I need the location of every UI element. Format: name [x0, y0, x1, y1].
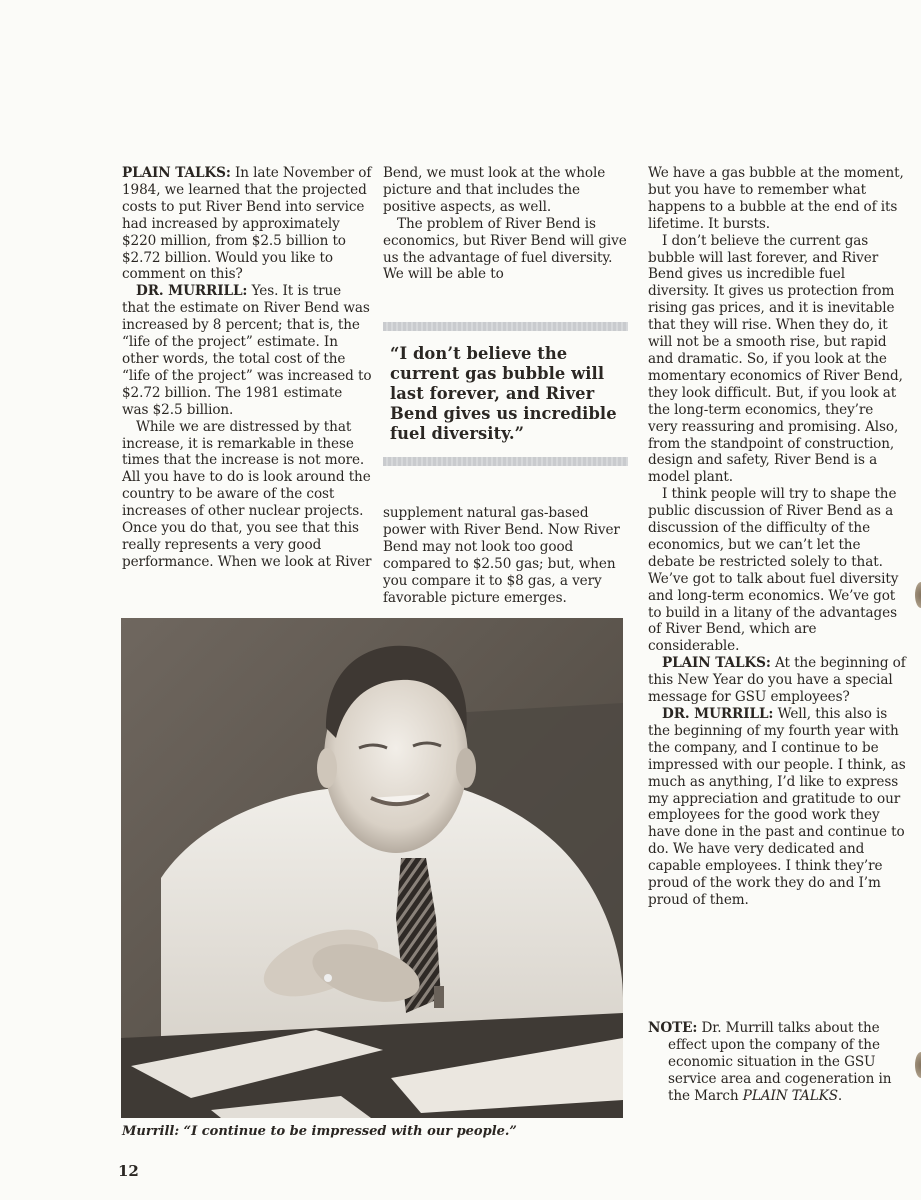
paragraph: DR. MURRILL: Well, this also is the beginning of my fourth year with the company, and I continue to be impressed with our people. I think, as much as anything, I’d like to express my appreciation and gratitude to our employees for the good work they have done in the past and continue to do. We have very dedicated and capable employees. I think they’re proud of the work they do and I’m proud of them. [648, 706, 906, 908]
speaker-label: PLAIN TALKS: [122, 165, 231, 181]
paragraph: I think people will try to shape the public discussion of River Bend as a discussion of the difficulty of the economics, but we can’t let the debate be restricted solely to that. We’ve got to talk about fuel diversity and long-term economics. We’ve got to build in a litany of the advantages of River Bend, which are considerable. [648, 486, 899, 655]
photo-caption: Murrill: “I continue to be impressed with our people.” [122, 1124, 517, 1139]
article-column-3 [648, 165, 906, 909]
pull-quote-text: “I don’t believe the current gas bubble will last forever, and River Bend gives us incredible fuel diversity.” [390, 344, 617, 443]
article-column-1 [122, 165, 372, 571]
paragraph: DR. MURRILL: Yes. It is true that the estimate on River Bend was increased by 8 percent; that is, the “life of the project” estimate. In other words, the total cost of the “life of the project” was increased to $2.72 billion. The 1981 estimate was $2.5 billion. [122, 283, 372, 418]
paragraph: While we are distressed by that increase, it is remarkable in these times that the increase is not more. All you have to do is look around the country to be aware of the cost increases of other nuclear projects. Once you do that, you see that this really represents a very good performance. When we look at River [122, 418, 372, 570]
paragraph: The problem of River Bend is economics, but River Bend will give us the advantage of fuel diversity. We will be able to [383, 215, 627, 283]
note-label: NOTE: [648, 1020, 698, 1036]
speaker-label: PLAIN TALKS: [662, 655, 771, 672]
paragraph: PLAIN TALKS: In late November of 1984, we learned that the projected costs to put River Bend into service had increased by approximately $220 million, from $2.5 billion to $2.72 billion. Would you like to comment on this? [122, 165, 372, 283]
speaker-label: DR. MURRILL: [662, 706, 774, 722]
scan-artifact [915, 1052, 921, 1078]
pull-quote-rule-bottom [383, 457, 628, 466]
pull-quote-rule-top [383, 322, 628, 331]
page-number: 12 [118, 1162, 139, 1180]
paragraph: We have a gas bubble at the moment, but you have to remember what happens to a bubble at the end of its lifetime. It bursts. [648, 165, 904, 232]
pull-quote [383, 322, 628, 467]
paragraph: I don’t believe the current gas bubble will last forever, and River Bend gives us incredible fuel diversity. It gives us protection from rising gas prices, and it is inevitable that they will rise. When they do, it will not be a smooth rise, but rapid and dramatic. So, if you look at the momentary economics of River Bend, they look difficult. But, if you look at the long-term economics, they’re very reassuring and promising. Also, from the standpoint of construction, design and safety, River Bend is a model plant. [648, 232, 903, 486]
portrait-photo [121, 618, 623, 1118]
paragraph: PLAIN TALKS: At the beginning of this New Year do you have a special message for GSU employees? [648, 655, 906, 706]
paragraph: supplement natural gas-based power with River Bend. Now River Bend may not look too good compared to $2.50 gas; but, when you compare it to $8 gas, a very favorable picture emerges. [383, 505, 620, 606]
article-column-2-top [383, 165, 635, 283]
scan-artifact [915, 582, 921, 608]
article-column-2-bottom [383, 505, 635, 606]
paragraph: Bend, we must look at the whole picture and that includes the positive aspects, as well. [383, 165, 606, 215]
editor-note: NOTE: Dr. Murrill talks about the effect upon the company of the economic situation in the GSU service area and cogeneration in the March PLAIN TALKS. [648, 1020, 892, 1104]
speaker-label: DR. MURRILL: [136, 283, 248, 300]
portrait-illustration [121, 618, 623, 1118]
